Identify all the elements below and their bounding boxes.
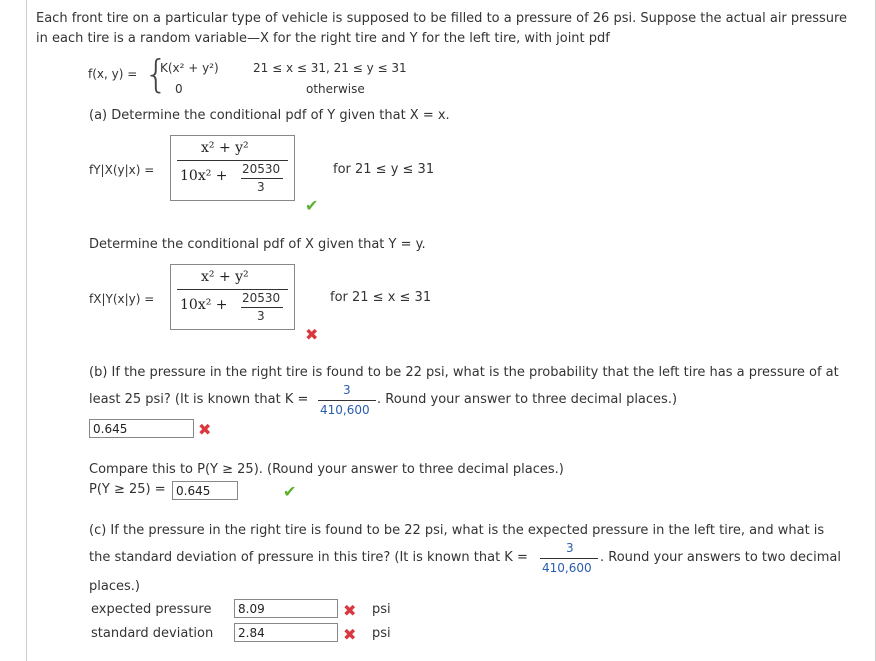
part-c-k-numerator: 3 bbox=[566, 541, 574, 555]
joint-pdf-case1-cond: 21 ≤ x ≤ 31, 21 ≤ y ≤ 31 bbox=[253, 61, 407, 75]
part-a-prompt: (a) Determine the conditional pdf of Y given that X = x. bbox=[89, 108, 450, 123]
brace-icon: { bbox=[144, 52, 169, 96]
conditional-y-lhs: fY|X(y|x) = bbox=[89, 163, 155, 177]
part-c-line-3: places.) bbox=[89, 579, 140, 594]
conditional-x-range: for 21 ≤ x ≤ 31 bbox=[330, 290, 432, 305]
intro-line-1: Each front tire on a particular type of vehicle is supposed to be filled to a pressure of 26 psi. Suppose the actual air pressure bbox=[36, 11, 848, 26]
standard-deviation-input[interactable]: 2.84 bbox=[234, 623, 338, 642]
part-b-line-2-pre: least 25 psi? (It is known that K = bbox=[89, 392, 309, 407]
conditional-y-numerator: x² + y² bbox=[201, 140, 249, 156]
compare-lhs: P(Y ≥ 25) = bbox=[89, 482, 166, 497]
expected-pressure-input[interactable]: 8.09 bbox=[234, 599, 338, 618]
correct-check-icon: ✔ bbox=[305, 196, 319, 215]
joint-pdf-case2-expr: 0 bbox=[175, 82, 183, 96]
incorrect-cross-icon: ✖ bbox=[343, 625, 357, 644]
intro-line-2: in each tire is a random variable—X for the right tire and Y for the left tire, with joint pdf bbox=[36, 31, 610, 46]
standard-deviation-unit: psi bbox=[372, 626, 391, 641]
compare-answer-input[interactable]: 0.645 bbox=[172, 481, 238, 500]
conditional-y-den-num: 20530 bbox=[242, 162, 281, 176]
part-b-k-numerator: 3 bbox=[343, 383, 351, 397]
conditional-y-denominator-left: 10x² + bbox=[180, 168, 228, 184]
compare-prompt: Compare this to P(Y ≥ 25). (Round your answer to three decimal places.) bbox=[89, 462, 564, 477]
conditional-y-range: for 21 ≤ y ≤ 31 bbox=[333, 162, 435, 177]
part-b-line-2-post: . Round your answer to three decimal places.) bbox=[377, 392, 678, 407]
part-c-line-2-post: . Round your answers to two decimal bbox=[600, 550, 842, 565]
conditional-y-den-den: 3 bbox=[257, 180, 265, 194]
part-b-line-1: (b) If the pressure in the right tire is found to be 22 psi, what is the probability that the left tire has a pressure of at bbox=[89, 365, 839, 380]
conditional-x-answer-box[interactable] bbox=[170, 264, 295, 330]
joint-pdf-case1-expr: K(x² + y²) bbox=[160, 61, 219, 75]
part-c-k-denominator: 410,600 bbox=[542, 561, 592, 575]
part-b-k-denominator: 410,600 bbox=[320, 403, 370, 417]
correct-check-icon: ✔ bbox=[283, 482, 297, 501]
incorrect-cross-icon: ✖ bbox=[343, 601, 357, 620]
part-a-prompt-2: Determine the conditional pdf of X given that Y = y. bbox=[89, 237, 426, 252]
standard-deviation-label: standard deviation bbox=[91, 626, 214, 641]
expected-pressure-label: expected pressure bbox=[91, 602, 212, 617]
part-c-line-2-pre: the standard deviation of pressure in this tire? (It is known that K = bbox=[89, 550, 528, 565]
joint-pdf-lhs: f(x, y) = bbox=[88, 67, 138, 81]
incorrect-cross-icon: ✖ bbox=[305, 325, 319, 344]
joint-pdf-case2-cond: otherwise bbox=[306, 82, 365, 96]
conditional-x-numerator: x² + y² bbox=[201, 269, 249, 285]
conditional-x-lhs: fX|Y(x|y) = bbox=[89, 292, 155, 306]
conditional-x-den-num: 20530 bbox=[242, 291, 281, 305]
conditional-x-denominator-left: 10x² + bbox=[180, 297, 228, 313]
conditional-x-den-den: 3 bbox=[257, 309, 265, 323]
incorrect-cross-icon: ✖ bbox=[198, 420, 212, 439]
part-b-answer-input[interactable]: 0.645 bbox=[89, 419, 194, 438]
part-c-line-1: (c) If the pressure in the right tire is found to be 22 psi, what is the expected pressure in the left tire, and what is bbox=[89, 523, 825, 538]
expected-pressure-unit: psi bbox=[372, 602, 391, 617]
conditional-y-answer-box[interactable] bbox=[170, 135, 295, 201]
